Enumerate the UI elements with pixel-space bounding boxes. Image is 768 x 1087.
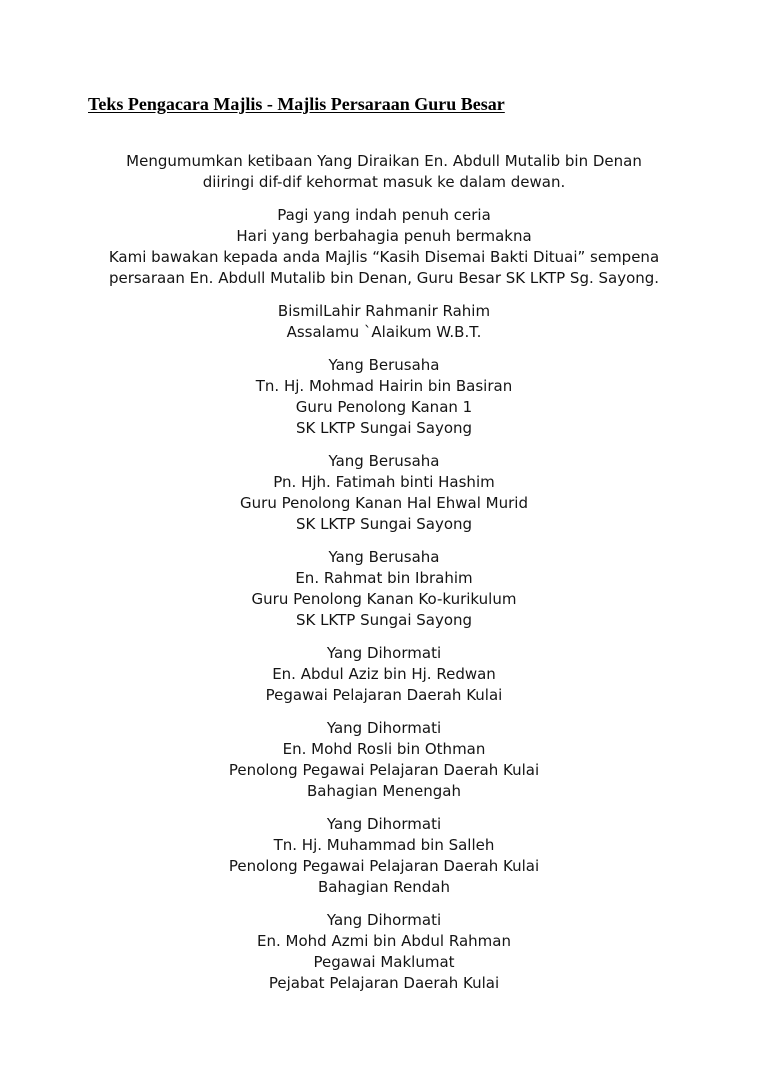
text-line: En. Abdul Aziz bin Hj. Redwan: [272, 665, 496, 683]
text-line: BismilLahir Rahmanir Rahim: [277, 302, 491, 320]
text-line: SK LKTP Sungai Sayong: [295, 611, 473, 629]
text-line: Yang Dihormati: [326, 911, 442, 929]
text-line: Tn. Hj. Mohmad Hairin bin Basiran: [255, 377, 513, 395]
text-line: SK LKTP Sungai Sayong: [295, 419, 473, 437]
text-line: Guru Penolong Kanan Ko-kurikulum: [251, 590, 517, 608]
paragraph: [88, 718, 680, 802]
text-line: Guru Penolong Kanan 1: [295, 398, 473, 416]
text-line: Yang Dihormati: [326, 815, 442, 833]
text-line: Pegawai Pelajaran Daerah Kulai: [265, 686, 503, 704]
paragraph: [88, 643, 680, 706]
text-line: Yang Berusaha: [328, 452, 440, 470]
text-line: En. Mohd Rosli bin Othman: [282, 740, 486, 758]
text-line: Pn. Hjh. Fatimah binti Hashim: [273, 473, 495, 491]
text-line: En. Rahmat bin Ibrahim: [295, 569, 473, 587]
paragraph: [88, 814, 680, 898]
text-line: Hari yang berbahagia penuh bermakna: [236, 227, 532, 245]
text-line: Yang Berusaha: [328, 548, 440, 566]
text-line: Penolong Pegawai Pelajaran Daerah Kulai: [228, 857, 540, 875]
text-line: Pagi yang indah penuh ceria: [277, 206, 491, 224]
paragraph: [88, 547, 680, 631]
text-line: Pegawai Maklumat: [313, 953, 455, 971]
paragraph: [88, 205, 680, 289]
text-line: En. Mohd Azmi bin Abdul Rahman: [257, 932, 511, 950]
text-line: SK LKTP Sungai Sayong: [295, 515, 473, 533]
text-line: Penolong Pegawai Pelajaran Daerah Kulai: [228, 761, 540, 779]
paragraph: [88, 301, 680, 343]
paragraph: [88, 451, 680, 535]
text-line: Yang Dihormati: [326, 644, 442, 662]
text-line: Bahagian Rendah: [317, 878, 451, 896]
paragraph: [88, 355, 680, 439]
text-line: Guru Penolong Kanan Hal Ehwal Murid: [240, 494, 528, 512]
document-title: Teks Pengacara Majlis - Majlis Persaraan Guru Besar: [88, 94, 505, 114]
document-body: [88, 151, 680, 994]
text-line: Pejabat Pelajaran Daerah Kulai: [268, 974, 500, 992]
text-line: Tn. Hj. Muhammad bin Salleh: [273, 836, 495, 854]
text-line: Kami bawakan kepada anda Majlis “Kasih Disemai Bakti Dituai” sempena: [108, 248, 660, 266]
text-line: persaraan En. Abdull Mutalib bin Denan, Guru Besar SK LKTP Sg. Sayong.: [108, 269, 660, 287]
text-line: Yang Berusaha: [328, 356, 440, 374]
text-line: Yang Dihormati: [326, 719, 442, 737]
text-line: Assalamu `Alaikum W.B.T.: [286, 323, 482, 341]
paragraph: [88, 151, 680, 193]
text-line: Bahagian Menengah: [307, 782, 461, 800]
text-line: Mengumumkan ketibaan Yang Diraikan En. Abdull Mutalib bin Denan: [126, 152, 642, 170]
text-line: diiringi dif-dif kehormat masuk ke dalam dewan.: [202, 173, 566, 191]
paragraph: [88, 910, 680, 994]
